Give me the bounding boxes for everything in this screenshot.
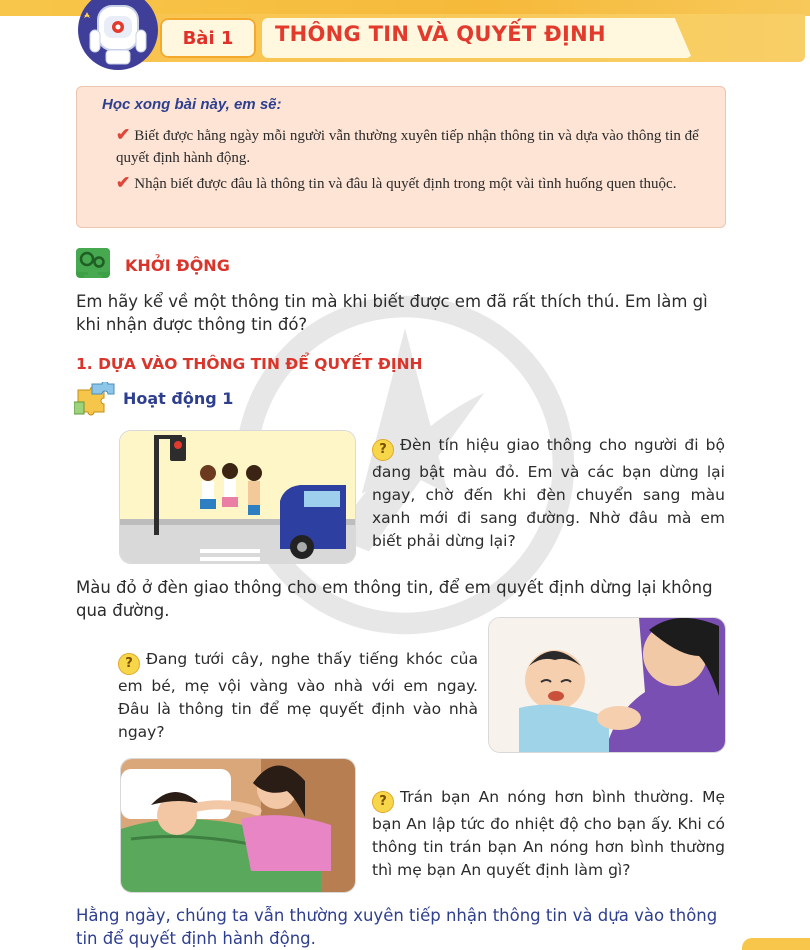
question-block [118, 648, 478, 744]
objective-item [116, 172, 706, 195]
activity-label: Hoạt động 1 [123, 389, 234, 408]
lesson-title: THÔNG TIN VÀ QUYẾT ĐỊNH [275, 22, 606, 46]
robot-mascot-icon [76, 0, 160, 72]
objectives-heading: Học xong bài này, em sẽ: [102, 96, 282, 113]
check-icon: ✔ [116, 173, 131, 192]
question-icon: ? [372, 791, 394, 813]
gears-icon [76, 248, 110, 278]
lesson-number-badge [160, 18, 256, 58]
question-text: Đang tưới cây, nghe thấy tiếng khóc của em bé, mẹ vội vàng vào nhà với em ngay. Đâu là thông tin để mẹ quyết định vào nhà ngay? [118, 650, 478, 741]
objective-item [116, 124, 706, 169]
question-icon: ? [118, 653, 140, 675]
question-block [372, 434, 725, 553]
warmup-text: Em hãy kể về một thông tin mà khi biết được em đã rất thích thú. Em làm gì khi nhận được thông tin đó? [76, 292, 708, 334]
objective-text: Biết được hằng ngày mỗi người vẫn thường xuyên tiếp nhận thông tin và dựa vào thông tin để quyết định hành động. [116, 128, 699, 166]
question-text: Đèn tín hiệu giao thông cho người đi bộ đang bật màu đỏ. Em và các bạn dừng lại ngay, chờ đến khi đèn chuyển sang màu xanh mới đi sang đường. Nhờ đâu mà em biết phải dừng lại? [372, 436, 725, 550]
page-corner-tab [742, 938, 810, 950]
lesson-number-label: Bài 1 [182, 27, 234, 49]
puzzle-icon [74, 382, 116, 416]
section-heading: 1. DỰA VÀO THÔNG TIN ĐỂ QUYẾT ĐỊNH [76, 355, 423, 373]
sick-child-illustration [120, 758, 356, 893]
mother-baby-illustration [488, 617, 726, 753]
objective-text: Nhận biết được đâu là thông tin và đâu là quyết định trong một vài tình huống quen thuộc. [134, 176, 677, 192]
question-block [372, 786, 725, 882]
warmup-heading: KHỞI ĐỘNG [125, 256, 230, 275]
traffic-light-illustration [119, 430, 356, 564]
question-icon: ? [372, 439, 394, 461]
check-icon: ✔ [116, 125, 131, 144]
summary-text: Hằng ngày, chúng ta vẫn thường xuyên tiếp nhận thông tin và dựa vào thông tin để quyết định hành động. [76, 906, 718, 948]
answer-text: Màu đỏ ở đèn giao thông cho em thông tin, để em quyết định dừng lại không qua đường. [76, 578, 713, 620]
question-text: Trán bạn An nóng hơn bình thường. Mẹ bạn An lập tức đo nhiệt độ cho bạn ấy. Khi có thông tin trán bạn An nóng hơn bình thường thì mẹ bạn An quyết định làm gì? [372, 788, 725, 879]
